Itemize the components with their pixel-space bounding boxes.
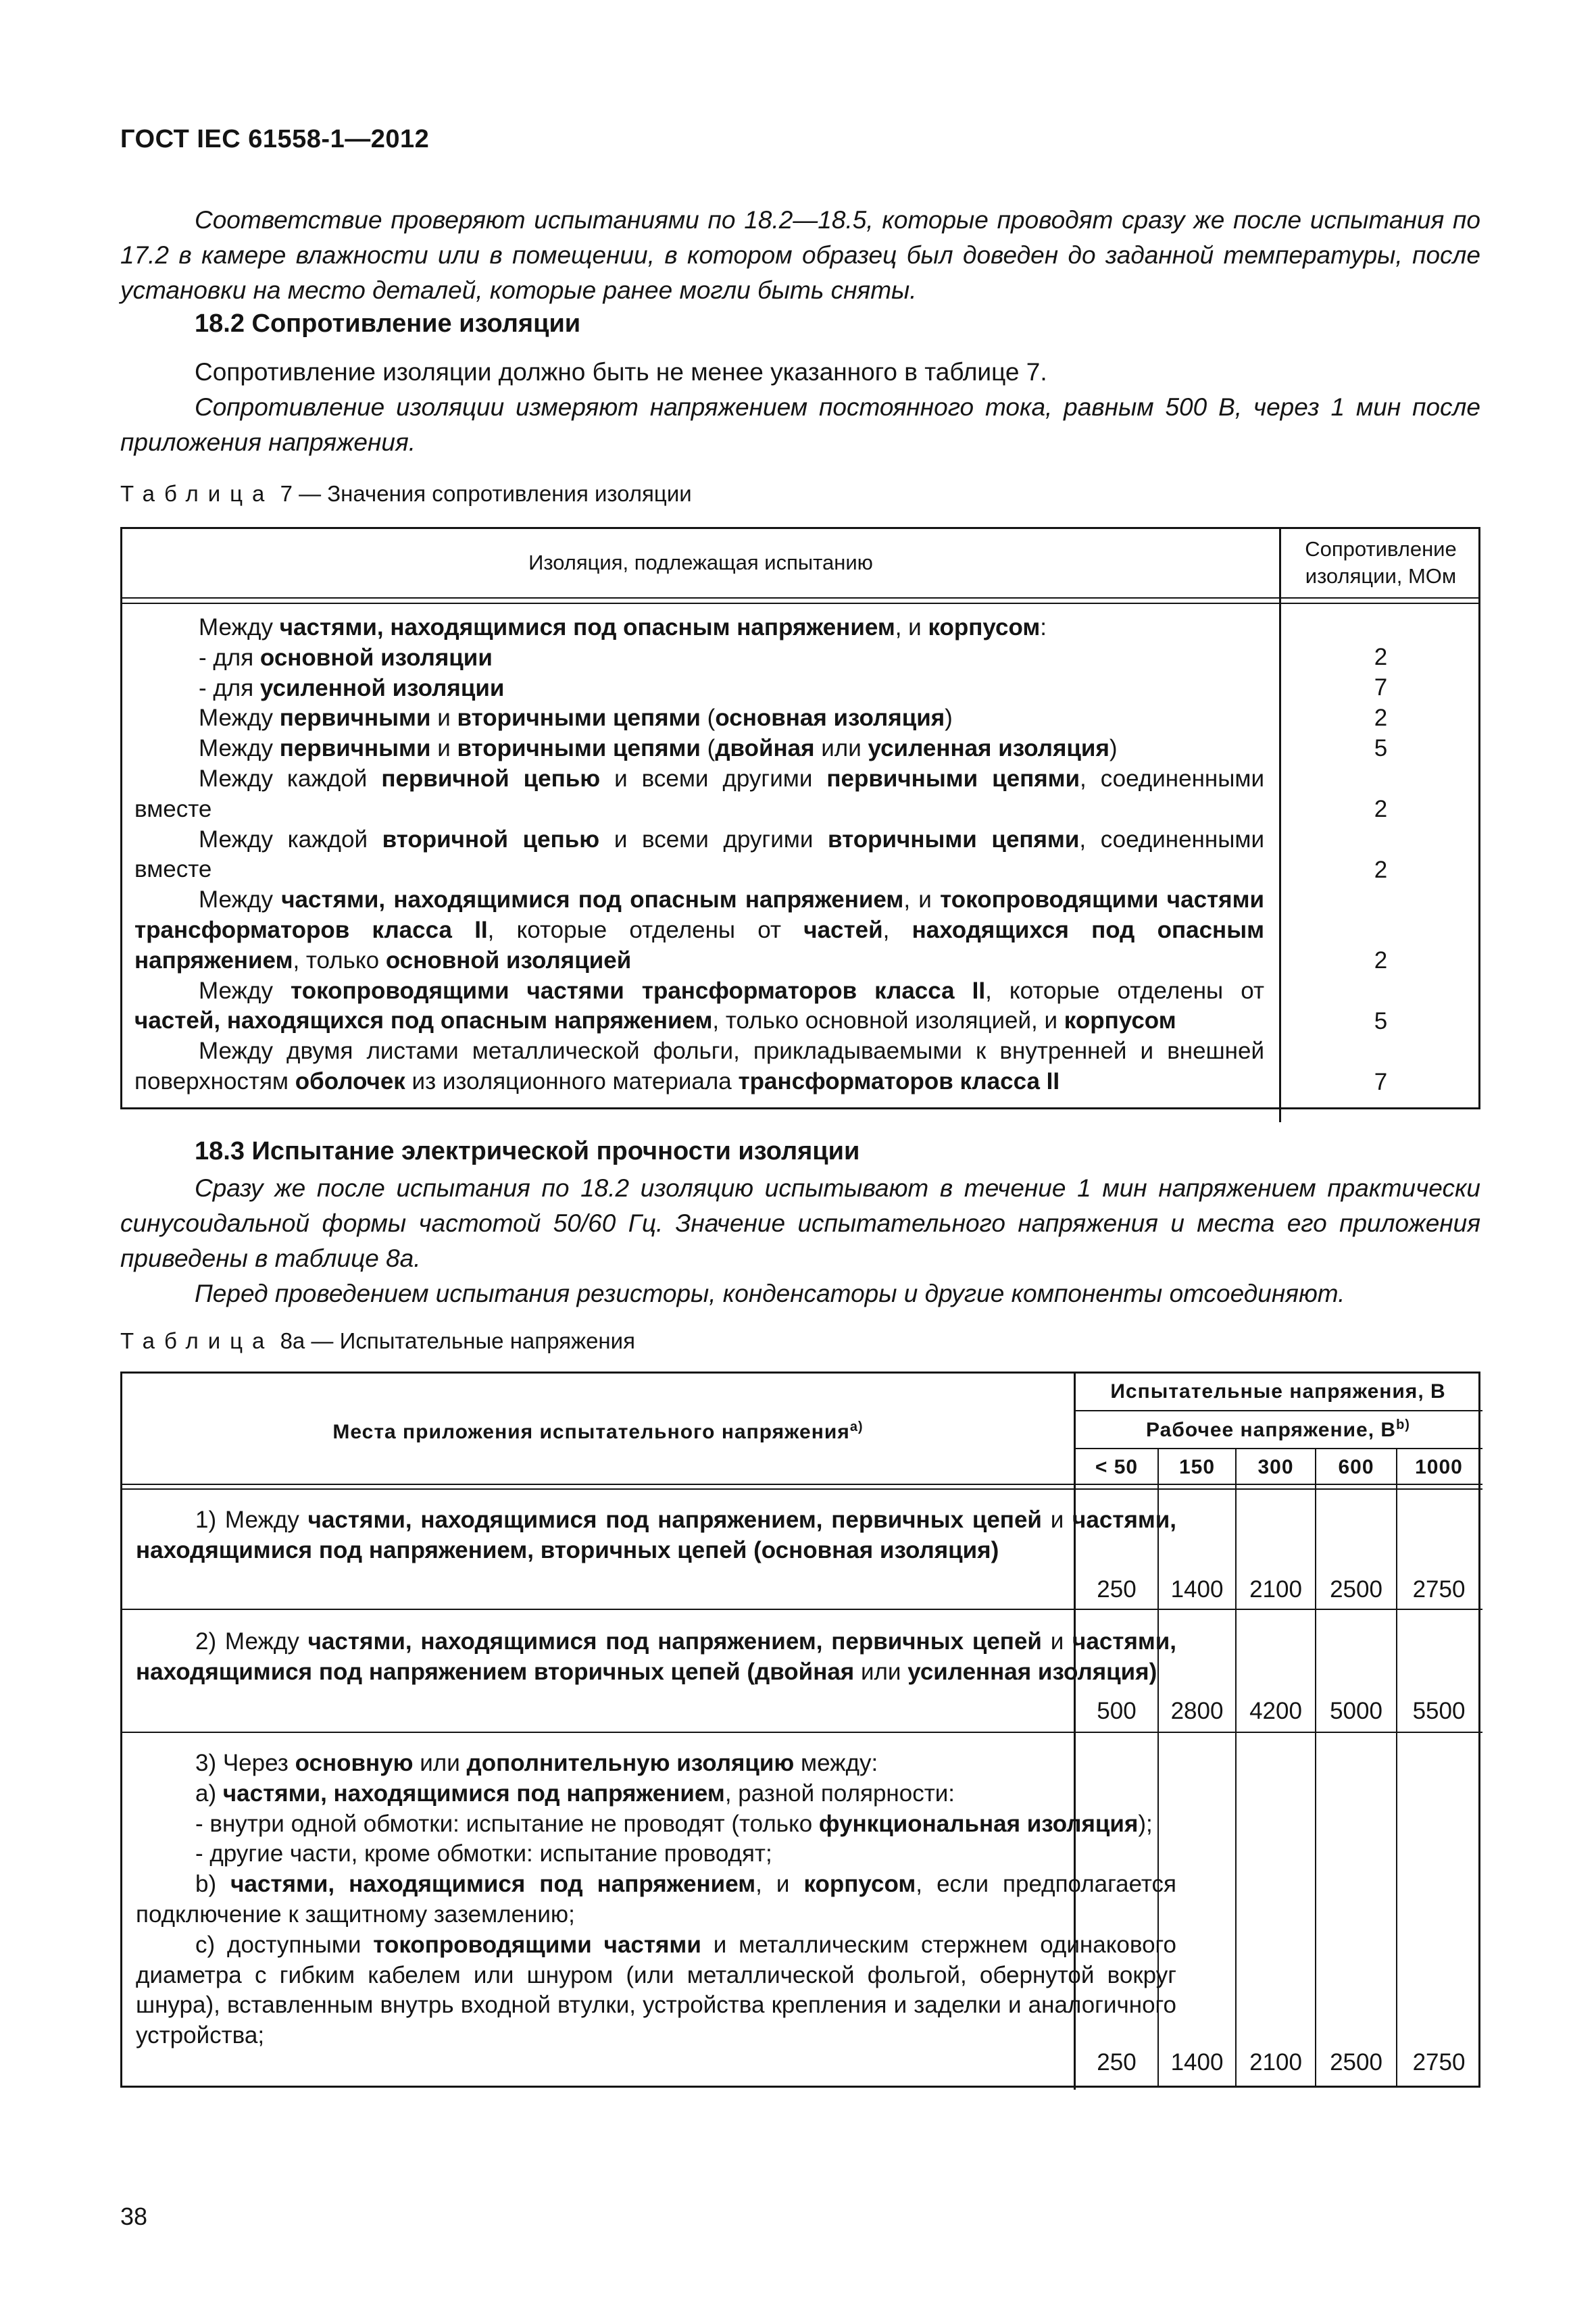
table-row: - для усиленной изоляции: [199, 674, 505, 701]
table8a-caption: [120, 1328, 635, 1354]
table-row: Между первичными и вторичными цепями (двойная или усиленная изоляция): [199, 735, 1118, 762]
table-row: Между частями, находящимися под опасным напряжением, и корпусом:: [199, 614, 1047, 640]
table8a-divider: [122, 1609, 1482, 1610]
table-row: Между токопроводящими частями трансформаторов класса II, которые отделены от частей, находящихся под опасным напряжением, только основной изоляцией, и корпусом: [134, 977, 1264, 1034]
table7-header-insulation: Изоляция, подлежащая испытанию: [528, 551, 873, 574]
table7-caption-word: Таблица: [120, 481, 274, 506]
table8a-value: 250: [1097, 1576, 1137, 1603]
table8a-value: 2500: [1330, 2049, 1382, 2076]
table7-value: 2: [1374, 796, 1388, 822]
table7-value: 7: [1374, 674, 1388, 701]
table8a-header-voltage: 600: [1338, 1456, 1374, 1478]
table8a-divider: [1074, 1410, 1482, 1411]
table8a-value: 250: [1097, 2049, 1137, 2076]
table7-header-separator: [122, 597, 1478, 604]
table-row: Между каждой вторичной цепью и всеми другими вторичными цепями, соединенными вместе: [134, 826, 1264, 883]
table-row: 1) Между частями, находящимися под напряжением, первичных цепей и частями, находящимися под напряжением, вторичных цепей (основная изоляция): [136, 1507, 1176, 1563]
table8a-caption-word: Таблица: [120, 1328, 274, 1353]
table8a-divider: [1315, 1449, 1316, 2088]
table8a-value: 2800: [1170, 1698, 1224, 1724]
table7-value: 2: [1374, 644, 1388, 670]
table-row: 2) Между частями, находящимися под напряжением, первичных цепей и частями, находящимися под напряжением вторичных цепей (двойная или усиленная изоляция): [136, 1628, 1176, 1685]
table8a-divider: [122, 1732, 1482, 1733]
table8a-divider: [122, 1488, 1482, 1490]
table-7: [120, 527, 1480, 1109]
table7-value: 2: [1374, 857, 1388, 883]
intro-paragraph: Соответствие проверяют испытаниями по 18.2—18.5, которые проводят сразу же после испытания по 17.2 в камере влажности или в помещении, в котором образец был доведен до заданной температуры, после установки на место деталей, которые ранее могли быть сняты.: [120, 206, 1480, 304]
table-row: Между частями, находящимися под опасным напряжением, и токопроводящими частями трансформаторов класса II, которые отделены от частей, находящихся под опасным напряжением, только основной изоляцией: [134, 886, 1264, 974]
table-row: Между двумя листами металлической фольги, прикладываемыми к внутренней и внешней поверхностям оболочек из изоляционного материала трансформаторов класса II: [134, 1038, 1264, 1095]
section-18-3-note: Перед проведением испытания резисторы, конденсаторы и другие компоненты отсоединяют.: [195, 1280, 1345, 1307]
document-header: ГОСТ IEC 61558-1—2012: [120, 125, 430, 153]
table-row: Между каждой первичной цепью и всеми другими первичными цепями, соединенными вместе: [134, 765, 1264, 822]
table8a-divider: [1396, 1449, 1397, 2088]
table8a-value: 2100: [1249, 2049, 1302, 2076]
table8a-value: 2750: [1412, 1576, 1466, 1603]
table8a-header-test-voltage: Испытательные напряжения, В: [1110, 1380, 1446, 1403]
section-18-2-text: Сопротивление изоляции должно быть не менее указанного в таблице 7.: [195, 358, 1047, 386]
table7-value: 5: [1374, 1008, 1388, 1034]
table8a-value: 5000: [1330, 1698, 1382, 1724]
table8a-value: 1400: [1170, 1576, 1224, 1603]
table8a-value: 4200: [1249, 1698, 1302, 1724]
table7-value: 2: [1374, 705, 1388, 731]
table8a-value: 500: [1097, 1698, 1137, 1724]
table7-caption-text: 7 — Значения сопротивления изоляции: [280, 481, 692, 506]
table7-header-resistance-line2: изоляции, МОм: [1305, 564, 1457, 588]
section-18-3-heading: 18.3 Испытание электрической прочности изоляции: [195, 1137, 860, 1165]
table8a-header-voltage: 300: [1257, 1456, 1294, 1478]
table-8a: [120, 1372, 1480, 2088]
section-18-2-heading: 18.2 Сопротивление изоляции: [195, 309, 581, 338]
table7-caption: [120, 481, 692, 507]
table8a-header-working-voltage: Рабочее напряжение, $В^{b)}$: [1146, 1417, 1410, 1441]
table8a-value: 2100: [1249, 1576, 1302, 1603]
table-row: Между первичными и вторичными цепями (основная изоляция): [199, 705, 953, 732]
table8a-header-voltage: < 50: [1095, 1456, 1139, 1478]
section-18-3-text: Сразу же после испытания по 18.2 изоляцию испытывают в течение 1 мин напряжением практически синусоидальной формы частотой 50/60 Гц. Значение испытательного напряжения и места его приложения приведены в таблице 8а.: [120, 1174, 1480, 1272]
table7-header-resistance: [1281, 536, 1480, 590]
table-row: - для основной изоляции: [199, 644, 493, 671]
table-row: 3) Через основную или дополнительную изоляцию между: a) частями, находящимися под напряжением, разной полярности: - внутри одной обмотки: испытание не проводят (только функциональная изоляция); - другие части, кроме обмотки: испытание проводят; b) частями, находящимися под напряжением, и корпусом, если предполагается подключение к защитному заземлению; c) доступными токопроводящими частями и металлическим стержнем одинакового диаметра с гибким кабелем или шнуром (или металлической фольгой, обернутой вокруг шнура), вставленным внутрь входной втулки, устройства крепления и заделки и аналогичного устройства;: [136, 1750, 1176, 2049]
section-18-2-method: Сопротивление изоляции измеряют напряжением постоянного тока, равным 500 В, через 1 мин после приложения напряжения.: [120, 393, 1480, 456]
table7-body: [134, 613, 1264, 1097]
table8a-header-voltage: 150: [1178, 1456, 1216, 1478]
table7-value: 2: [1374, 947, 1388, 974]
table7-value: 7: [1374, 1069, 1388, 1095]
table8a-divider: [1074, 1448, 1482, 1449]
table8a-value: 1400: [1170, 2049, 1224, 2076]
table8a-value: 2500: [1330, 1576, 1382, 1603]
table8a-divider: [122, 1484, 1482, 1485]
table8a-value: 5500: [1412, 1698, 1466, 1724]
table7-value: 5: [1374, 735, 1388, 761]
table8a-divider: [1235, 1449, 1237, 2088]
table8a-header-places: Места приложения испытательного напряжения$^{a)}$: [332, 1419, 864, 1443]
table7-header-resistance-line1: Сопротивление: [1305, 537, 1457, 561]
table8a-header-voltage: 1000: [1415, 1456, 1463, 1478]
table8a-caption-text: 8а — Испытательные напряжения: [280, 1328, 635, 1353]
table8a-value: 2750: [1412, 2049, 1466, 2076]
page-number: 38: [120, 2203, 148, 2230]
